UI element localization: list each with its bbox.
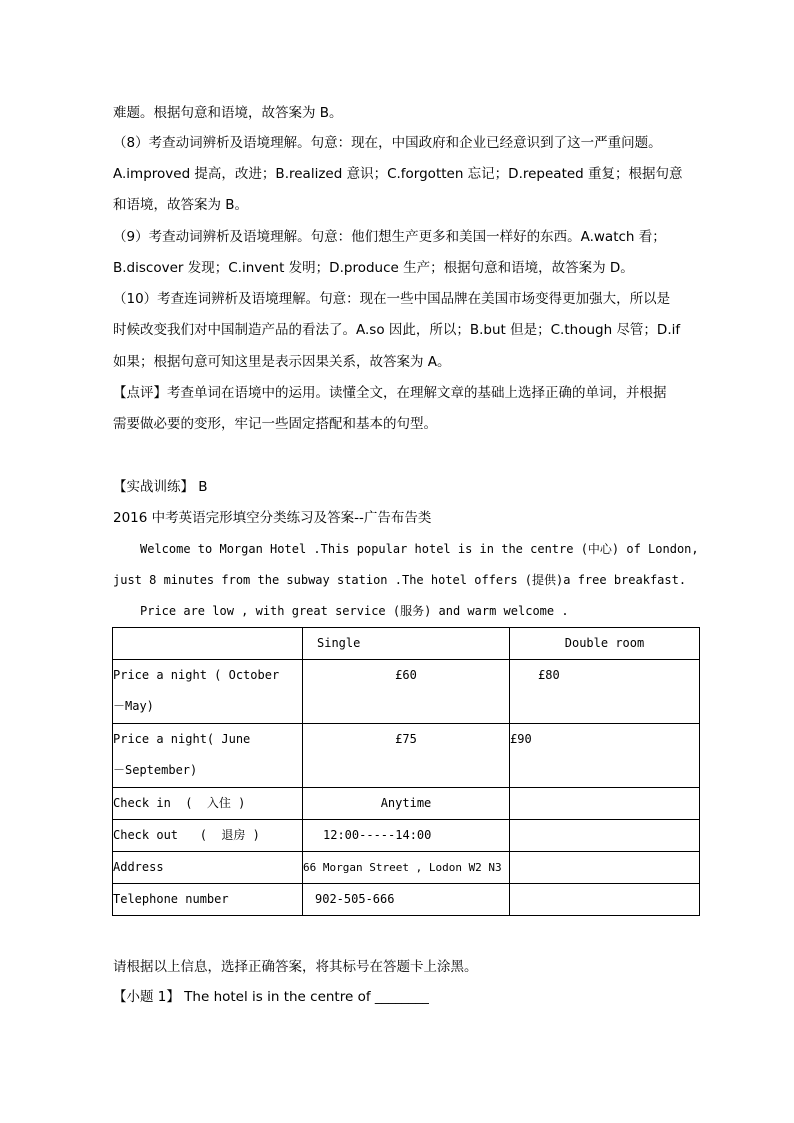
row-label-line-2: －September): [113, 763, 198, 777]
row-label-line-1: Price a night( June: [113, 732, 251, 746]
single-price: £75: [303, 724, 510, 788]
text-line-1: 难题。根据句意和语境，故答案为 B。: [113, 105, 343, 121]
instruction: 请根据以上信息，选择正确答案，将其标号在答题卡上涂黑。: [113, 959, 478, 975]
text-line-4: 和语境，故答案为 B。: [113, 197, 249, 213]
row-label-line-1: Price a night ( October: [113, 668, 280, 682]
row-label-check-in: Check in ( 入住 ): [113, 788, 303, 820]
row-label-check-out: Check out ( 退房 ): [113, 820, 303, 852]
passage-line-2: just 8 minutes from the subway station .The hotel offers (提供)a free breakfast.: [113, 573, 687, 587]
telephone-value: 902-505-666: [303, 884, 510, 916]
text-line-8: 时候改变我们对中国制造产品的看法了。A.so 因此，所以；B.but 但是；C.though 尽管；D.if: [113, 322, 681, 338]
text-line-2: （8）考查动词辨析及语境理解。句意：现在，中国政府和企业已经意识到了这一严重问题。: [113, 135, 662, 151]
telephone-double: [510, 884, 700, 916]
text-line-9: 如果；根据句意可知这里是表示因果关系，故答案为 A。: [113, 354, 451, 370]
table-row: [113, 660, 700, 724]
address-double: [510, 852, 700, 884]
passage-line-1: Welcome to Morgan Hotel .This popular hotel is in the centre (中心) of London,: [140, 542, 699, 556]
table-row: [113, 884, 700, 916]
comment-line-2: 需要做必要的变形，牢记一些固定搭配和基本的句型。: [113, 416, 437, 432]
check-out-time: 12:00-----14:00: [303, 820, 510, 852]
single-price: £60: [303, 660, 510, 724]
table-row: [113, 852, 700, 884]
check-out-double: [510, 820, 700, 852]
subtitle: 2016 中考英语完形填空分类练习及答案--广告布告类: [113, 510, 432, 526]
check-in-double: [510, 788, 700, 820]
row-label: [113, 660, 303, 724]
row-label-address: Address: [113, 852, 303, 884]
question-1: 【小题 1】 The hotel is in the centre of ________: [113, 989, 429, 1005]
header-cell-single: Single: [303, 628, 510, 660]
hotel-info-table: [112, 627, 700, 916]
row-label: [113, 724, 303, 788]
table-row: [113, 820, 700, 852]
text-line-5: （9）考查动词辨析及语境理解。句意：他们想生产更多和美国一样好的东西。A.watch 看；: [113, 229, 666, 245]
table-row: [113, 788, 700, 820]
section-heading: 【实战训练】 B: [113, 479, 208, 495]
table-header-row: [113, 628, 700, 660]
double-price: £80: [510, 660, 700, 724]
header-cell-double: Double room: [510, 628, 700, 660]
text-line-6: B.discover 发现；C.invent 发明；D.produce 生产；根据句意和语境，故答案为 D。: [113, 260, 634, 276]
passage-line-3: Price are low , with great service (服务) and warm welcome .: [140, 604, 569, 618]
address-value: 66 Morgan Street , Lodon W2 N3: [303, 852, 510, 884]
text-line-7: （10）考查连词辨析及语境理解。句意：现在一些中国品牌在美国市场变得更加强大，所以是: [113, 291, 671, 307]
table-row: [113, 724, 700, 788]
check-in-time: Anytime: [303, 788, 510, 820]
text-line-3: A.improved 提高，改进；B.realized 意识；C.forgotten 忘记；D.repeated 重复；根据句意: [113, 166, 683, 182]
header-cell-empty: [113, 628, 303, 660]
row-label-line-2: －May): [113, 699, 154, 713]
double-price: £90: [510, 724, 700, 788]
row-label-telephone: Telephone number: [113, 884, 303, 916]
comment-line-1: 【点评】考查单词在语境中的运用。读懂全文，在理解文章的基础上选择正确的单词，并根据: [113, 385, 667, 401]
